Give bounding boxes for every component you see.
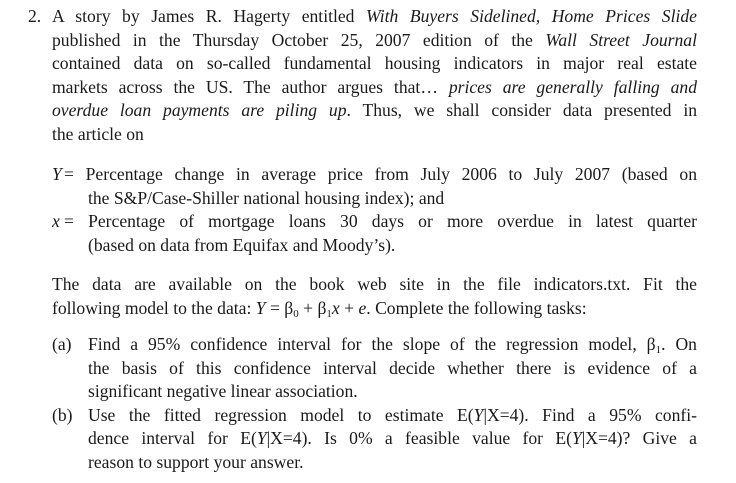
task-line (88, 427, 697, 451)
intro-text: . Thus, we shall consider data presented in (346, 100, 698, 121)
model-beta1: + β (298, 297, 327, 318)
variable-definitions (52, 163, 697, 257)
subscript: 0 (293, 307, 299, 320)
intro-text: markets across the US. The author argues that… (52, 76, 449, 97)
regression-model (256, 298, 367, 318)
task-text: . On (661, 334, 697, 354)
model-beta0: = β (265, 297, 294, 318)
intro-line (52, 29, 697, 53)
task-text: Use the fitted regression model to estimate E( (88, 404, 474, 425)
intro-text: published in the Thursday October 25, 2007 edition of the (52, 29, 546, 50)
task-line: significant negative linear association. (88, 381, 358, 402)
math-y: Y (571, 428, 582, 449)
author-quote: prices are generally falling and (448, 76, 697, 97)
data-text: following model to the data: (52, 297, 256, 318)
intro-line: the article on (52, 123, 144, 144)
task-label: (b) (52, 404, 73, 425)
task-a (52, 333, 697, 404)
problem-number: 2. (28, 6, 42, 26)
model-error: e (358, 297, 367, 318)
task-line: reason to support your answer. (88, 451, 304, 472)
data-line: The data are available on the book web site in the file indicators.txt. Fit the (52, 274, 697, 294)
task-list (52, 333, 697, 475)
task-text: Find a 95% confidence interval for the slope of the regression model, β (88, 334, 656, 354)
task-text: dence interval for E( (88, 428, 257, 449)
definition-x (52, 210, 697, 257)
task-label: (a) (52, 334, 72, 354)
task-line (88, 333, 697, 357)
task-text: |X=4). Is 0% a feasible value for E( (266, 428, 572, 449)
math-y: Y (473, 404, 484, 425)
journal-name: Wall Street Journal (545, 29, 697, 50)
math-y: Y (256, 428, 267, 449)
definition-line: = Percentage of mortgage loans 30 days or more overdue in latest quarter (64, 211, 697, 232)
model-plus: + (339, 297, 359, 318)
definition-symbol: Y (52, 164, 62, 184)
definition-symbol: x (52, 211, 60, 232)
intro-line: contained data on so-called fundamental housing indicators in major real estate (52, 53, 697, 74)
model-y: Y (255, 297, 266, 318)
intro-paragraph (52, 5, 697, 147)
intro-line (52, 99, 697, 123)
data-text: . Complete the following tasks: (366, 297, 587, 318)
task-b (52, 404, 697, 475)
task-line: the basis of this confidence interval decide whether there is evidence of a (88, 357, 697, 378)
definition-line: = Percentage change in average price from July 2006 to July 2007 (based on (64, 164, 697, 184)
task-text: |X=4)? Give a (581, 428, 697, 449)
data-paragraph (52, 273, 697, 320)
task-line (88, 404, 697, 428)
data-line (52, 297, 697, 321)
model-x: x (331, 297, 340, 318)
intro-text: A story by James R. Hagerty entitled (52, 6, 367, 26)
subscript: 1 (655, 344, 662, 356)
task-text: |X=4). Find a 95% confi- (483, 404, 697, 425)
definition-Y (52, 163, 697, 210)
author-quote: overdue loan payments are piling up (52, 100, 347, 121)
definition-line: the S&P/Case-Shiller national housing index); and (88, 187, 445, 208)
subscript: 1 (326, 307, 332, 320)
intro-line (52, 76, 697, 100)
definition-line: (based on data from Equifax and Moody’s). (88, 234, 396, 255)
intro-line (52, 5, 697, 29)
article-title: With Buyers Sidelined, Home Prices Slide (366, 6, 697, 26)
